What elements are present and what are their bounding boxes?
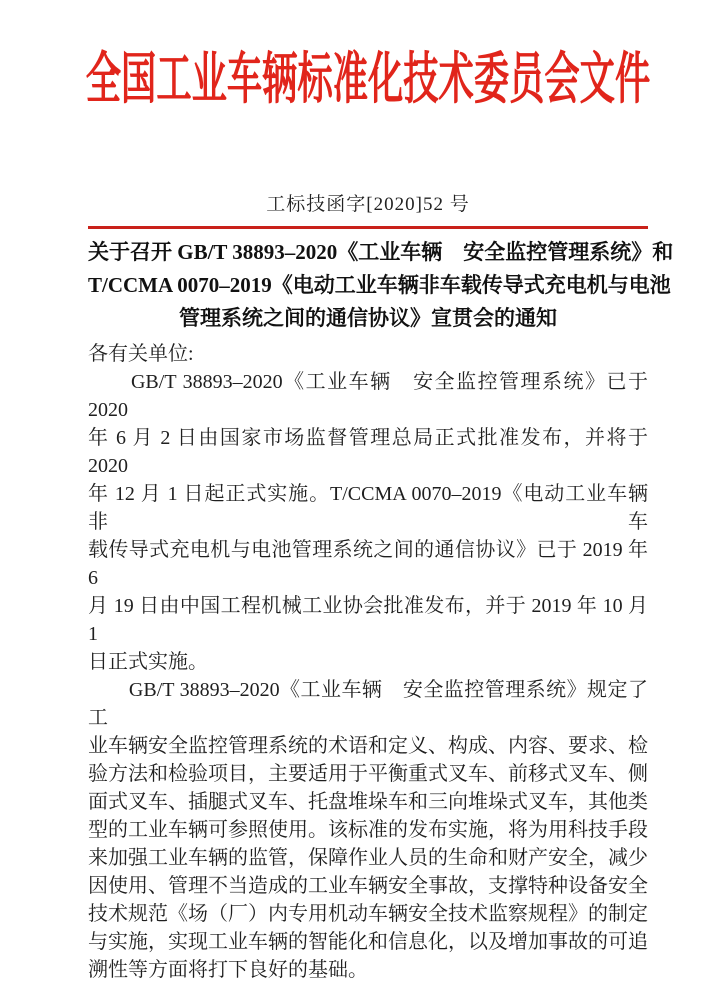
text-line: 面式叉车、插腿式叉车、托盘堆垛车和三向堆垛式叉车，其他类 [88, 791, 648, 813]
text-line: 月 19 日由中国工程机械工业协会批准发布，并于 2019 年 10 月 1 [88, 595, 648, 645]
text-line: 技术规范《场（厂）内专用机动车辆安全技术监察规程》的制定 [88, 903, 648, 925]
notice-title [88, 236, 674, 335]
text-line: 因使用、管理不当造成的工业车辆安全事故，支撑特种设备安全 [88, 875, 648, 897]
text-line: 年 6 月 2 日由国家市场监督管理总局正式批准发布，并将于 2020 [88, 427, 648, 477]
document-header [85, 44, 651, 116]
text-line: T/CCMA 0070–2019《电动工业车辆非车载传导式充电机与电池 [88, 273, 671, 297]
text-line: 年 12 月 1 日起正式实施。T/CCMA 0070–2019《电动工业车辆非车 [88, 483, 648, 533]
notice-body [88, 340, 648, 984]
text-line: 来加强工业车辆的监管，保障作业人员的生命和财产安全，减少 [88, 847, 648, 869]
text-line: 业车辆安全监控管理系统的术语和定义、构成、内容、要求、检 [88, 735, 648, 757]
text-line: GB/T 38893–2020《工业车辆 安全监控管理系统》已于 2020 [88, 371, 648, 421]
text-line: 管理系统之间的通信协议》宣贯会的通知 [179, 306, 557, 330]
text-line: 关于召开 GB/T 38893–2020《工业车辆 安全监控管理系统》和 [88, 240, 674, 264]
org-title: 全国工业车辆标准化技术委员会文件 [85, 49, 651, 111]
document-number: 工标技函字[2020]52 号 [266, 194, 470, 215]
text-line: 与实施，实现工业车辆的智能化和信息化，以及增加事故的可追 [88, 931, 648, 953]
text-line: 载传导式充电机与电池管理系统之间的通信协议》已于 2019 年 6 [88, 539, 648, 589]
text-line: 型的工业车辆可参照使用。该标准的发布实施，将为用科技手段 [88, 819, 648, 841]
text-line: 各有关单位: [88, 343, 194, 365]
text-line: 验方法和检验项目，主要适用于平衡重式叉车、前移式叉车、侧 [88, 763, 648, 785]
text-line: 溯性等方面将打下良好的基础。 [88, 959, 368, 981]
text-line: GB/T 38893–2020《工业车辆 安全监控管理系统》规定了工 [88, 679, 648, 729]
red-divider-line [88, 226, 648, 229]
text-line: 日正式实施。 [88, 651, 208, 673]
